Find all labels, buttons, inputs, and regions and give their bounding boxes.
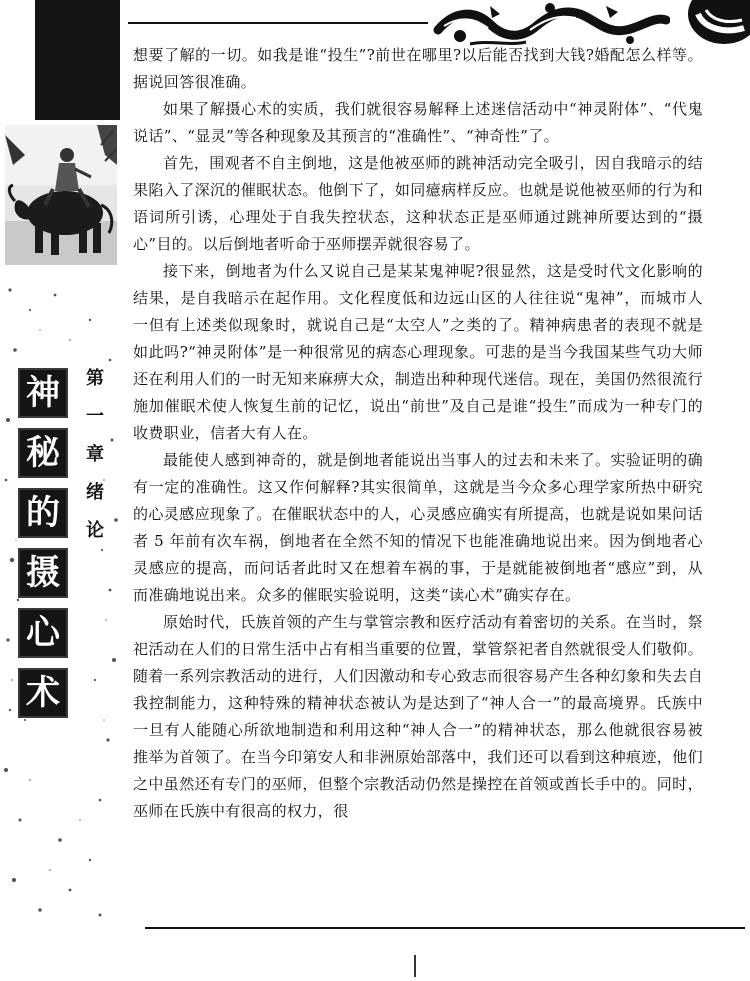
paragraph: 接下来，倒地者为什么又说自己是某某鬼神呢?很显然，这是受时代文化影响的结果，是自我暗示在起作用。文化程度低和边远山区的人往往说“鬼神”，而城市人一但有上述类似现象时，就说自己是“太空人”之类的了。精神病患者的表现不就是如此吗?“神灵附体”是一种很常见的病态心理现象。可悲的是当今我国某些气功大师还在利用人们的一时无知来麻痹大众，制造出种种现代迷信。现在，美国仍然很流行施加催眠术使人恢复生前的记忆，说出“前世”及自己是谁“投生”而成为一种专门的收费职业，信者大有人在。 xyxy=(133,262,703,442)
chapter-label-char: 章 xyxy=(86,444,104,465)
chapter-label-char: 第 xyxy=(86,368,104,389)
paragraph: 首先，围观者不自主倒地，这是他被巫师的跳神活动完全吸引，因自我暗示的结果陷入了深沉的催眠状态。他倒下了，如同癔病样反应。也就是说他被巫师的行为和语词所引诱，心理处于自我失控状态，这种状态正是巫师通过跳神所要达到的“摄心”目的。以后倒地者听命于巫师摆弄就很容易了。 xyxy=(133,154,703,253)
buffalo-rider-image xyxy=(5,125,117,265)
chapter-label-char: 绪 xyxy=(86,482,104,503)
corner-ornament xyxy=(668,0,750,48)
paragraph: 最能使人感到神奇的，就是倒地者能说出当事人的过去和未来了。实验证明的确有一定的准确性。这又作何解释?其实很简单，这就是当今众多心理学家所热中研究的心灵感应现象了。在催眠状态中的人，心灵感应确实有所提高，也就是说如果问话者 5 年前有次车祸，倒地者在全然不知的情况下也能准确地说出来。因为倒地者心灵感应的提高，而问话者此时又在想着车祸的事，于是就能被倒地者“感应”到，从而准确地说出来。众多的催眠实验说明，这类“读心术”确实存在。 xyxy=(133,451,703,604)
chapter-title-char: 神 xyxy=(20,370,66,416)
chapter-title-vertical xyxy=(20,370,72,730)
chapter-label-vertical xyxy=(80,370,110,560)
chapter-label-char: 论 xyxy=(86,520,104,541)
chapter-title-char: 的 xyxy=(20,490,66,536)
chapter-title-char: 摄 xyxy=(20,550,66,596)
dragon-ornament xyxy=(430,0,670,48)
page-center-mark xyxy=(414,955,416,977)
paragraph: 原始时代，氏族首领的产生与掌管宗教和医疗活动有着密切的关系。在当时，祭祀活动在人们的日常生活中占有相当重要的位置，掌管祭祀者自然就很受人们敬仰。随着一系列宗教活动的进行，人们因激动和专心致志而很容易产生各种幻象和失去自我控制能力，这种特殊的精神状态被认为是达到了“神人合一”的最高境界。氏族中一旦有人能随心所欲地制造和利用这种“神人合一”的精神状态，那么他就很容易被推举为首领了。在当今印第安人和非洲原始部落中，我们还可以看到这种痕迹，他们之中虽然还有专门的巫师，但整个宗教活动仍然是操控在首领或酋长手中的。同时，巫师在氏族中有很高的权力，很 xyxy=(133,613,703,820)
paragraph: 想要了解的一切。如我是谁“投生”?前世在哪里?以后能否找到大钱?婚配怎么样等。据说回答很准确。 xyxy=(133,46,703,91)
header-black-block xyxy=(35,0,120,120)
body-text xyxy=(133,42,703,825)
chapter-title-char: 秘 xyxy=(20,430,66,476)
paragraph: 如果了解摄心术的实质，我们就很容易解释上述迷信活动中“神灵附体”、“代鬼说话”、“显灵”等各种现象及其预言的“准确性”、“神奇性”了。 xyxy=(133,100,703,145)
header-rule xyxy=(128,22,428,24)
chapter-title-char: 术 xyxy=(20,670,66,716)
chapter-sidebar xyxy=(0,120,120,930)
chapter-label-char: 一 xyxy=(86,406,104,427)
chapter-title-char: 心 xyxy=(20,610,66,656)
footer-rule xyxy=(145,927,745,929)
